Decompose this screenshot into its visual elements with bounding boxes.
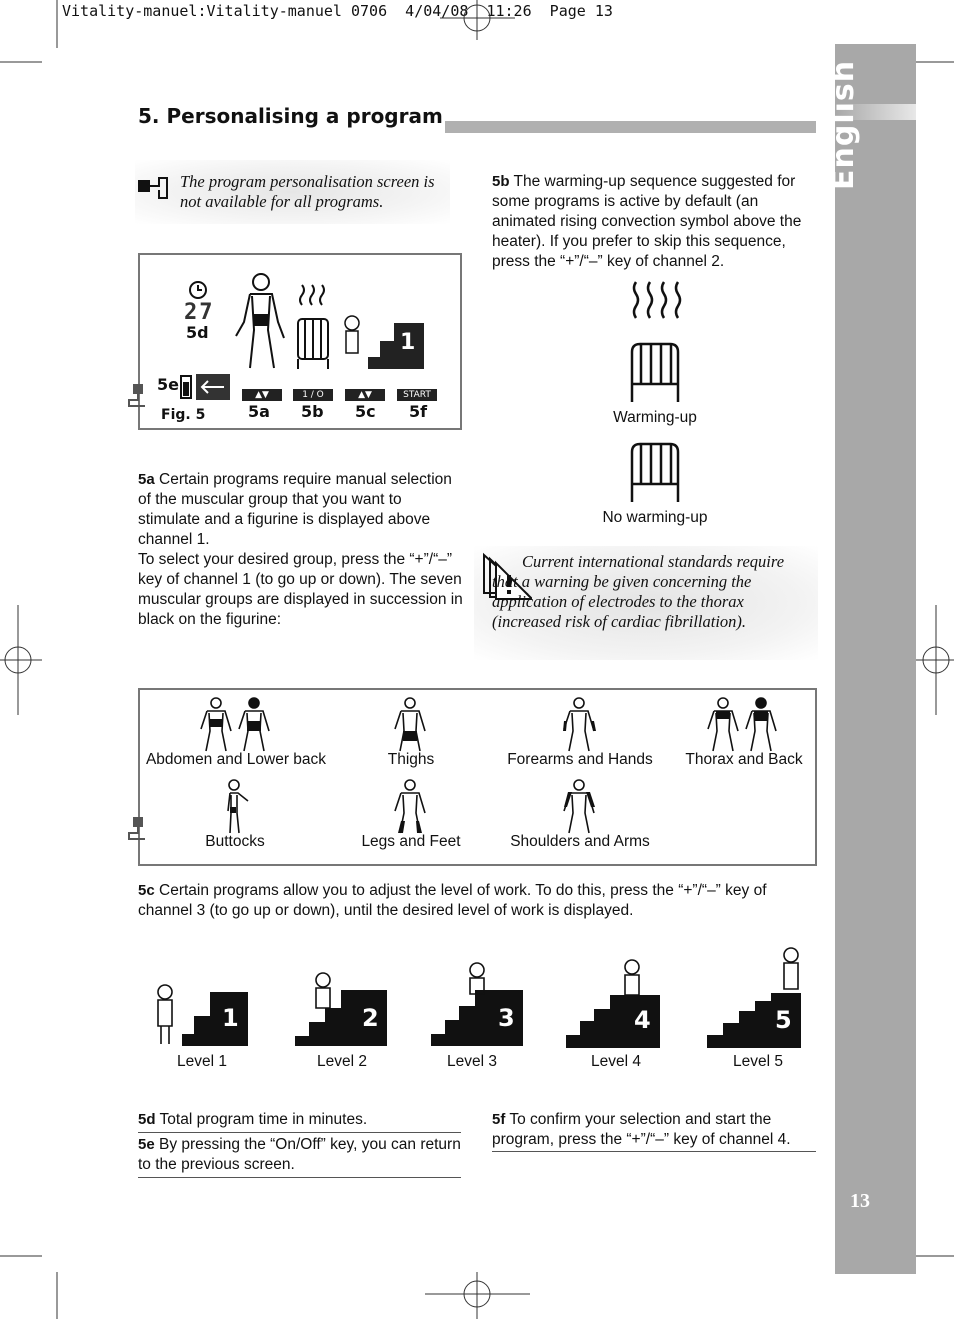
channel-key-2: 1 / O xyxy=(293,389,333,401)
figurine-icon xyxy=(228,272,294,370)
label-5e-text: 5e xyxy=(138,1136,155,1153)
text-5a-1: Certain programs require manual selection of the muscular group that you want to stimulate and a figurine is displayed above channel 1. xyxy=(138,471,452,548)
group-label-shoulders: Shoulders and Arms xyxy=(510,833,650,850)
level-2-digit: 2 xyxy=(362,1004,379,1032)
group-label-thighs: Thighs xyxy=(387,751,435,768)
level-2-label: Level 2 xyxy=(317,1053,367,1070)
language-label: English xyxy=(826,59,861,190)
divider-5e xyxy=(138,1177,461,1178)
paragraph-5b xyxy=(492,172,817,272)
level-4-label: Level 4 xyxy=(591,1053,641,1070)
page-number: 13 xyxy=(850,1190,870,1212)
group-label-thorax: Thorax and Back xyxy=(685,751,803,768)
heater-icon xyxy=(296,283,332,371)
level-1-digit: 1 xyxy=(222,1004,239,1032)
fig-label: Fig. 5 xyxy=(161,407,206,423)
label-5d: 5d xyxy=(186,323,209,342)
text-5e: By pressing the “On/Off” key, you can return to the previous screen. xyxy=(138,1136,461,1173)
level-5-icon xyxy=(707,945,803,1050)
label-5a: 5a xyxy=(248,402,270,421)
label-5c: 5c xyxy=(355,402,376,421)
channel-key-4: START xyxy=(397,389,437,401)
no-warming-up-caption: No warming-up xyxy=(602,509,708,526)
print-header: Vitality-manuel:Vitality-manuel 0706 4/04/08 11:26 Page 13 xyxy=(62,2,613,20)
forearms-figurine-icon xyxy=(562,697,598,753)
level-1-label: Level 1 xyxy=(177,1053,227,1070)
warming-heater-icon xyxy=(628,280,682,404)
language-sidebar xyxy=(835,44,916,1274)
text-5b: The warming-up sequence suggested for some programs is active by default (an animated rising convection symbol above the heater). If you prefer to skip this sequence, press the “+”/“–” key of channel 2. xyxy=(492,173,802,270)
warning-text: Current international standards require that a warning be given concerning the application of electrodes to the thorax (increased risk of cardiac fibrillation). xyxy=(492,552,785,631)
shoulders-figurine-icon xyxy=(562,779,598,835)
thorax-figurine-icon xyxy=(706,697,782,753)
group-label-legs: Legs and Feet xyxy=(361,833,461,850)
time-display: 27 xyxy=(184,300,215,325)
level-3-digit: 3 xyxy=(498,1004,515,1032)
level-5-label: Level 5 xyxy=(733,1053,783,1070)
text-5d: Total program time in minutes. xyxy=(159,1111,368,1128)
text-5c: Certain programs allow you to adjust the level of work. To do this, press the “+”/“–” key of channel 3 (to go up or down), until the desired level of work is displayed. xyxy=(138,882,767,919)
level-digit: 1 xyxy=(400,330,416,355)
note-text: The program personalisation screen is not available for all programs. xyxy=(180,172,435,211)
label-5b-text: 5b xyxy=(492,173,510,190)
group-label-buttocks: Buttocks xyxy=(205,833,265,850)
connector-tab-icon-2 xyxy=(127,815,151,849)
channel-key-1: ▲▼ xyxy=(242,389,282,401)
text-5a-2: To select your desired group, press the “+”/“–” key of channel 1 (to go up or down). The seven muscular groups are displayed in succession in black on the figurine: xyxy=(138,551,463,628)
divider-5d xyxy=(138,1132,461,1133)
label-5a-text: 5a xyxy=(138,471,155,488)
paragraph-5a xyxy=(138,470,463,630)
label-5b: 5b xyxy=(301,402,324,421)
connector-tab-icon xyxy=(127,382,151,416)
paragraph-5d xyxy=(138,1110,463,1130)
thighs-figurine-icon xyxy=(393,697,429,753)
abdomen-figurine-icon xyxy=(199,697,275,753)
level-4-digit: 4 xyxy=(634,1006,651,1034)
section-title: 5. Personalising a program xyxy=(138,104,443,128)
label-5f: 5f xyxy=(409,402,428,421)
label-5e: 5e xyxy=(157,375,179,394)
paragraph-5c xyxy=(138,881,816,921)
level-4-icon xyxy=(566,955,662,1050)
clock-icon xyxy=(186,280,212,302)
warming-up-caption: Warming-up xyxy=(613,409,697,426)
channel-key-3: ▲▼ xyxy=(345,389,385,401)
legs-figurine-icon xyxy=(393,779,429,835)
back-arrow-icon xyxy=(180,372,232,402)
label-5c-text: 5c xyxy=(138,882,155,899)
title-bar xyxy=(445,121,816,133)
note-icon xyxy=(137,172,181,200)
level-5-digit: 5 xyxy=(775,1006,792,1034)
label-5f-text: 5f xyxy=(492,1111,506,1128)
paragraph-5f xyxy=(492,1110,817,1150)
paragraph-5e xyxy=(138,1135,463,1175)
text-5f: To confirm your selection and start the program, press the “+”/“–” key of channel 4. xyxy=(492,1111,791,1148)
group-label-abdomen: Abdomen and Lower back xyxy=(145,751,327,768)
buttocks-figurine-icon xyxy=(222,779,252,835)
level-3-label: Level 3 xyxy=(447,1053,497,1070)
group-label-forearms: Forearms and Hands xyxy=(507,751,653,768)
divider-5f xyxy=(492,1151,816,1152)
no-warming-heater-icon xyxy=(628,440,682,504)
label-5d-text: 5d xyxy=(138,1111,156,1128)
